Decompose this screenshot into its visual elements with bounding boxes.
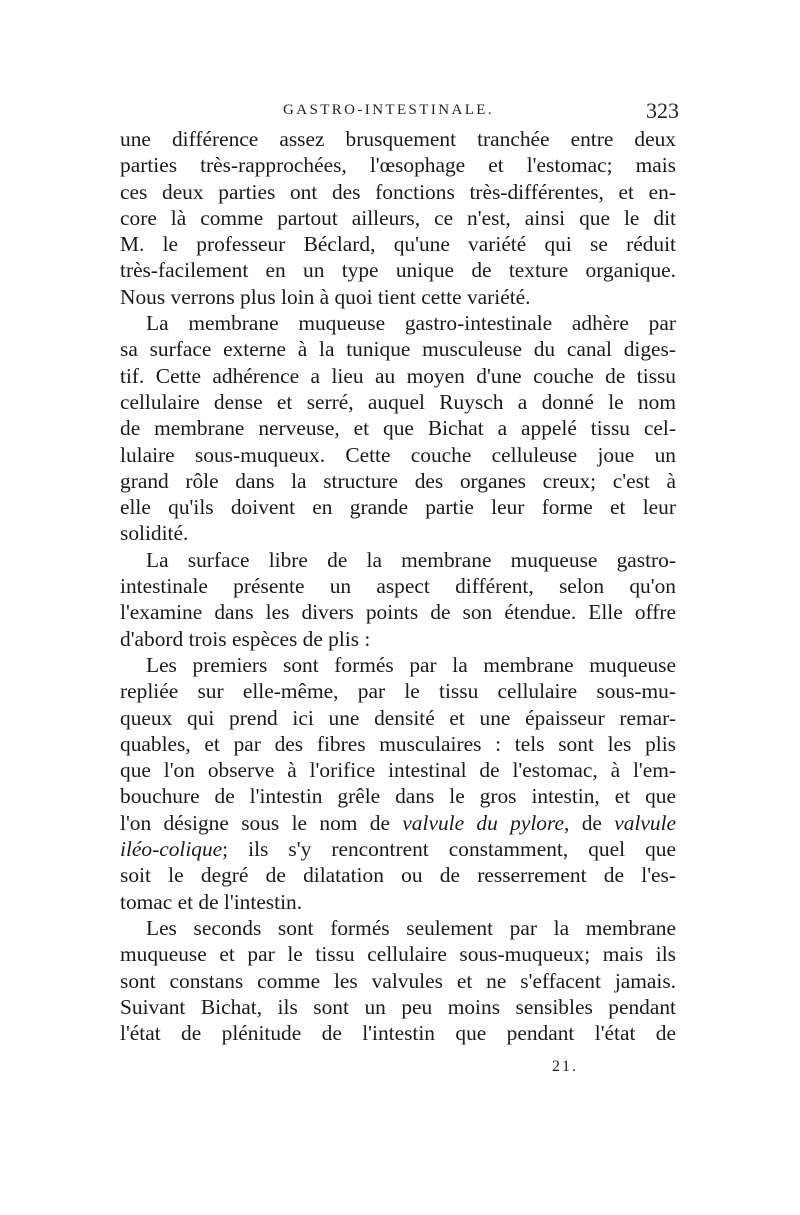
text-line: [120, 231, 676, 257]
body-text: [120, 126, 676, 1046]
line-text: ces deux parties ont des fonctions très-différentes, et en-: [120, 179, 676, 204]
text-line: [120, 363, 676, 389]
line-text: sa surface externe à la tunique musculeuse du canal diges-: [120, 337, 676, 362]
line-text: très-facilement en un type unique de texture organique.: [120, 258, 676, 283]
text-line: [120, 152, 676, 178]
line-text: lulaire sous-muqueux. Cette couche celluleuse joue un: [120, 442, 676, 467]
line-text: M. le professeur Béclard, qu'une variété qui se réduit: [120, 232, 676, 257]
text-line: [120, 968, 676, 994]
text-line: [120, 836, 676, 862]
line-text: tif. Cette adhérence a lieu au moyen d'une couche de tissu: [120, 363, 676, 388]
text-line: [120, 941, 676, 967]
line-text: La surface libre de la membrane muqueuse gastro-: [146, 547, 676, 572]
text-line: [120, 783, 676, 809]
line-text: intestinale présente un aspect différent, selon qu'on: [120, 574, 676, 599]
text-line: [120, 862, 676, 888]
line-text: que l'on observe à l'orifice intestinal de l'estomac, à l'em-: [120, 758, 676, 783]
line-text: l'état de plénitude de l'intestin que pendant l'état de: [120, 1021, 676, 1046]
text-line: [120, 626, 676, 652]
text-line: [120, 284, 676, 310]
text-line: [120, 336, 676, 362]
text-line: [120, 547, 676, 573]
line-text: Suivant Bichat, ils sont un peu moins sensibles pendant: [120, 994, 676, 1019]
text-line: [120, 257, 676, 283]
text-line: [120, 573, 676, 599]
text-line: [120, 731, 676, 757]
running-title: GASTRO-INTESTINALE.: [283, 102, 494, 118]
text-line: [120, 757, 676, 783]
text-line: [120, 205, 676, 231]
text-line: [120, 652, 676, 678]
line-text: parties très-rapprochées, l'œsophage et l'estomac; mais: [120, 153, 676, 178]
line-text: queux qui prend ici une densité et une épaisseur remar-: [120, 705, 676, 730]
text-line: [120, 915, 676, 941]
italic-term: valvule du pylore: [402, 810, 565, 835]
line-text: Les premiers sont formés par la membrane muqueuse: [146, 652, 676, 677]
line-text: tomac et de l'intestin.: [120, 889, 303, 914]
text-line: [120, 179, 676, 205]
text-line: [120, 599, 676, 625]
line-text: cellulaire dense et serré, auquel Ruysch a donné le nom: [120, 389, 676, 414]
text-line: [120, 494, 676, 520]
italic-term: valvule: [614, 810, 676, 835]
text-line: [120, 126, 676, 152]
line-text: solidité.: [120, 521, 189, 546]
line-text: La membrane muqueuse gastro-intestinale adhère par: [146, 311, 676, 336]
line-text: l'examine dans les divers points de son étendue. Elle offre: [120, 600, 676, 625]
line-text: soit le degré de dilatation ou de resserrement de l'es-: [120, 863, 676, 888]
line-text: ; ils s'y rencontrent constamment, quel que: [222, 837, 676, 862]
line-text: Nous verrons plus loin à quoi tient cette variété.: [120, 284, 531, 309]
line-text: Les seconds sont formés seulement par la membrane: [146, 915, 676, 940]
text-line: [120, 442, 676, 468]
text-line: [120, 889, 676, 915]
text-line: [120, 310, 676, 336]
line-text: , de: [564, 810, 615, 835]
line-text: elle qu'ils doivent en grande partie leur forme et leur: [120, 495, 676, 520]
line-text: muqueuse et par le tissu cellulaire sous-muqueux; mais ils: [120, 942, 676, 967]
page-header: [120, 98, 685, 128]
text-line: [120, 389, 676, 415]
line-text: une différence assez brusquement tranchée entre deux: [120, 127, 676, 151]
line-text: grand rôle dans la structure des organes creux; c'est à: [120, 468, 676, 493]
italic-term: iléo-colique: [120, 837, 223, 862]
text-line: [120, 678, 676, 704]
signature-mark: 21.: [552, 1058, 578, 1075]
text-line: [120, 705, 676, 731]
text-line: [120, 1020, 676, 1046]
text-line: [120, 810, 676, 836]
text-line: [120, 468, 676, 494]
line-text: d'abord trois espèces de plis :: [120, 626, 371, 651]
line-text: de membrane nerveuse, et que Bichat a appelé tissu cel-: [120, 416, 676, 441]
text-line: [120, 994, 676, 1020]
text-line: [120, 520, 676, 546]
line-text: quables, et par des fibres musculaires : tels sont les plis: [120, 731, 676, 756]
text-line: [120, 415, 676, 441]
line-text: bouchure de l'intestin grêle dans le gros intestin, et que: [120, 784, 676, 809]
line-text: sont constans comme les valvules et ne s'effacent jamais.: [120, 968, 676, 993]
page-number: 323: [646, 98, 679, 123]
line-text: core là comme partout ailleurs, ce n'est, ainsi que le dit: [120, 205, 676, 230]
line-text: l'on désigne sous le nom de: [120, 810, 403, 835]
line-text: repliée sur elle-même, par le tissu cellulaire sous-mu-: [120, 679, 676, 704]
